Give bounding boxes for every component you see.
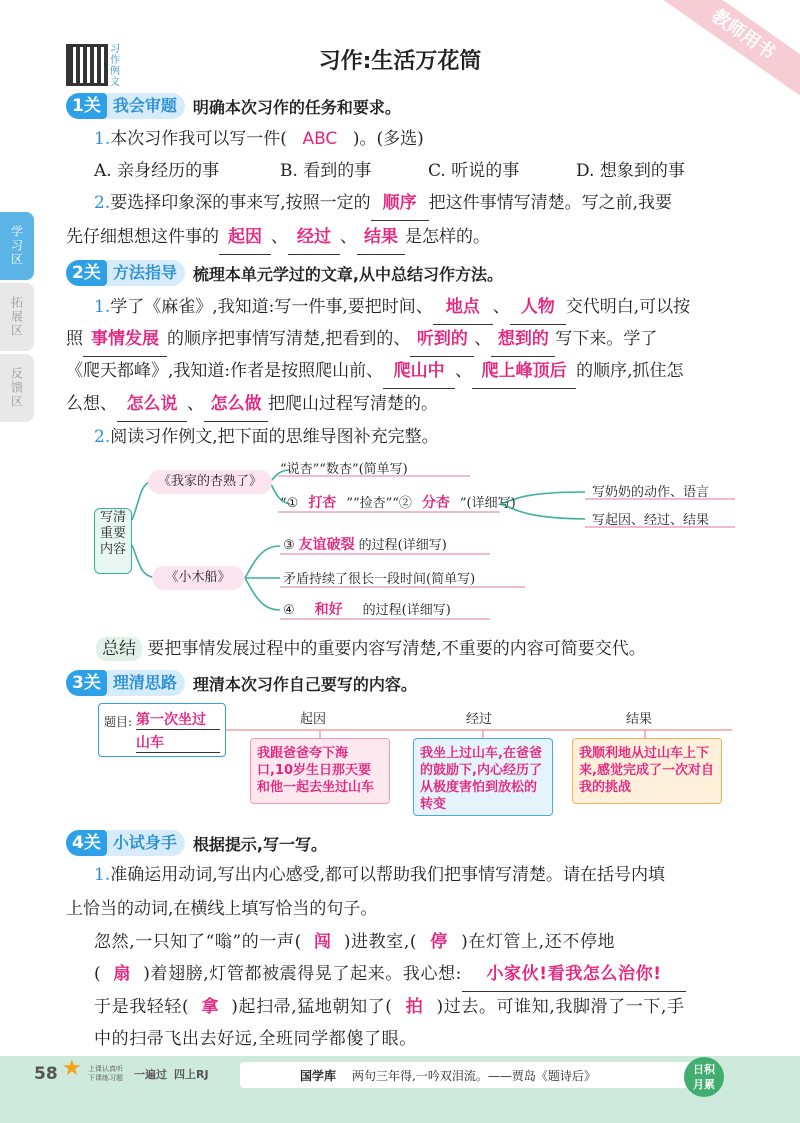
series-small-2: 下课练习题: [88, 1074, 123, 1082]
level-name: 理清思路: [107, 670, 185, 696]
l4-para-line3: 于是我轻轻( 拿 )起扫帚,猛地朝知了( 拍 )过去。可谁知,我脚滑了一下,手: [94, 997, 685, 1017]
result-box: 我顺利地从过山车上下来,感觉完成了一次对自我的挑战: [572, 738, 722, 804]
b1-line1: “说杏”“数杏”(简单写): [280, 462, 408, 477]
series-name: 一遍过: [134, 1068, 167, 1081]
level-name: 我会审题: [107, 93, 185, 119]
l4-para-line1: 忽然,一只知了“嗡”的一声( 闯 )进教室,( 停 )在灯管上,还不停地: [94, 932, 616, 952]
process-box: 我坐上过山车,在爸爸的鼓励下,内心经历了从极度害怕到放松的转变: [413, 738, 553, 816]
series-small-1: 上课认真听: [88, 1065, 123, 1073]
side-tab-study[interactable]: 学习区: [0, 212, 34, 280]
b2-line1: ③ 友谊破裂 的过程(详细写): [283, 537, 447, 553]
side-tab-feedback[interactable]: 反馈区: [0, 354, 34, 422]
b2-line3: ④ 和好 的过程(详细写): [283, 602, 451, 618]
qr-label: 习作例文: [110, 44, 120, 88]
level-badge: 1关: [66, 93, 107, 119]
level-badge: 4关: [66, 830, 107, 856]
level-desc: 根据提示,写一写。: [192, 834, 327, 854]
col-process-label: 经过: [466, 712, 493, 727]
level-4-header: [66, 830, 327, 856]
level-desc: 梳理本单元学过的文章,从中总结习作方法。: [192, 264, 503, 284]
l4-para-line2: ( 扇 )着翅膀,灯管都被震得晃了起来。我心想: 小家伙!看我怎么治你!: [94, 957, 686, 992]
level-desc: 理清本次习作自己要写的内容。: [192, 674, 417, 694]
option-d[interactable]: D. 想象到的事: [576, 161, 685, 181]
col-cause-label: 起因: [300, 712, 327, 727]
daily-badge: 日积 月累: [684, 1057, 724, 1097]
mindmap-root: 写清重要内容: [94, 508, 132, 574]
level-badge: 3关: [66, 670, 107, 696]
quote-label: 国学库: [300, 1069, 337, 1083]
l4-q1-line1: 1.准确运用动词,写出内心感受,都可以帮助我们把事情写清楚。请在括号内填: [94, 865, 666, 885]
page-title: 习作:生活万花筒: [318, 49, 482, 74]
topic-answer-line1: 第一次坐过: [136, 709, 220, 730]
option-a[interactable]: A. 亲身经历的事: [94, 161, 220, 181]
grade-label: 四上RJ: [174, 1068, 209, 1081]
l1-q2-line1: 2.要选择印象深的事来写,按照一定的 顺序 把这件事情写清楚。写之前,我要: [94, 186, 672, 221]
side-tab-extend[interactable]: 拓展区: [0, 283, 34, 351]
option-c[interactable]: C. 听说的事: [428, 161, 520, 181]
b1-line2: “① 打杏 ”“捡杏”“② 分杏 ”(详细写): [280, 495, 516, 511]
l2-q1-line1: 1.学了《麻雀》,我知道:写一件事,要把时间、 地点 、 人物 交代明白,可以按: [94, 290, 690, 325]
l4-q1-line2: 上恰当的动词,在横线上填写恰当的句子。: [66, 899, 378, 919]
summary: 总结 要把事情发展过程中的重要内容写清楚,不重要的内容可简要交代。: [96, 632, 646, 666]
level-badge: 2关: [66, 260, 107, 286]
option-b[interactable]: B. 看到的事: [280, 161, 372, 181]
b1-sub2: 写起因、经过、结果: [592, 513, 710, 528]
star-logo-icon: ★: [62, 1056, 82, 1081]
cause-box: 我跟爸爸夸下海口,10岁生日那天要和他一起去坐过山车: [250, 738, 390, 804]
l2-q1-line2: 照 事情发展 的顺序把事情写清楚,把看到的、 听到的 、 想到的 写下来。学了: [66, 322, 657, 357]
mindmap-book2: 《小木船》: [152, 566, 244, 590]
topic-answer-line2: 山车: [136, 732, 220, 753]
mindmap-book1: 《我家的杏熟了》: [148, 470, 272, 494]
l2-q2: 2.阅读习作例文,把下面的思维导图补充完整。: [94, 427, 439, 447]
l4-para-line4: 中的扫帚飞出去好远,全班同学都傻了眼。: [94, 1029, 417, 1049]
l1-q2-line2: 先仔细想想这件事的 起因 、 经过 、 结果 是怎样的。: [66, 220, 490, 255]
l1-q1: 1.本次习作我可以写一件( ABC )。(多选): [94, 129, 424, 149]
level-name: 方法指导: [107, 260, 185, 286]
b2-line2: 矛盾持续了很长一段时间(简单写): [283, 572, 476, 587]
b1-sub1: 写奶奶的动作、语言: [592, 485, 710, 500]
page-number: 58: [34, 1064, 58, 1084]
level-name: 小试身手: [107, 830, 185, 856]
col-result-label: 结果: [626, 712, 653, 727]
corner-stamp: 教师用书: [655, 0, 800, 103]
topic-label: 题目:: [104, 715, 133, 729]
level-desc: 明确本次习作的任务和要求。: [192, 97, 401, 117]
l2-q1-line4: 么想、 怎么说 、 怎么做 把爬山过程写清楚的。: [66, 387, 438, 422]
l2-q1-line3: 《爬天都峰》,我知道:作者是按照爬山前、 爬山中 、 爬上峰顶后 的顺序,抓住怎: [66, 354, 684, 389]
quote-text: 两句三年得,一吟双泪流。——贾岛《题诗后》: [352, 1069, 596, 1083]
